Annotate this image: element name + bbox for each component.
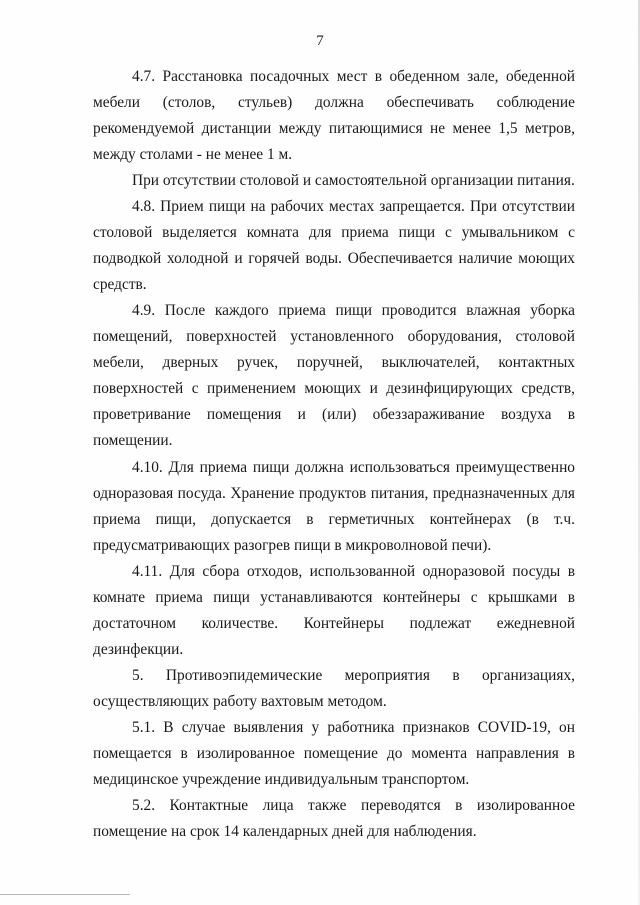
paragraph-4-10: 4.10. Для приема пищи должна использоваться преимущественно одноразовая посуда. Хранение продуктов питания, предназначенных для приема пищи, допускается в герметичных контейнерах (в т.ч. предусматривающих разогрев пищи в микроволновой печи).: [93, 459, 575, 554]
page-number: 7: [316, 33, 324, 49]
paragraph-4-11: 4.11. Для сбора отходов, использованной одноразовой посуды в комнате приема пищи устанавливаются контейнеры с крышками в достаточном количестве. Контейнеры подлежат ежедневной дезинфекции.: [93, 563, 575, 658]
paragraph-4-7: 4.7. Расстановка посадочных мест в обеденном зале, обеденной мебели (столов, стульев) должна обеспечивать соблюдение рекомендуемой дистанции между питающимися не менее 1,5 метров, между столами - не менее 1 м.: [93, 68, 575, 163]
paragraph-5-1: 5.1. В случае выявления у работника признаков COVID-19, он помещается в изолированное помещение до момента направления в медицинское учреждение индивидуальным транспортом.: [93, 719, 575, 788]
paragraph-no-canteen: При отсутствии столовой и самостоятельной организации питания.: [132, 172, 575, 189]
paragraph-4-9: 4.9. После каждого приема пищи проводится влажная уборка помещений, поверхностей установленного оборудования, столовой мебели, дверных ручек, поручней, выключателей, контактных поверхностей с применением моющих и дезинфицирующих средств, проветривание помещения и (или) обеззараживание воздуха в помещении.: [93, 302, 575, 449]
footer-rule: [0, 894, 130, 895]
paragraph-4-8: 4.8. Прием пищи на рабочих местах запрещается. При отсутствии столовой выделяется комната для приема пищи с умывальником с подводкой холодной и горячей воды. Обеспечивается наличие моющих средств.: [93, 198, 575, 293]
paragraph-5-2: 5.2. Контактные лица также переводятся в изолированное помещение на срок 14 календарных дней для наблюдения.: [93, 797, 575, 840]
section-heading-5: 5. Противоэпидемические мероприятия в организациях, осуществляющих работу вахтовым методом.: [93, 667, 575, 710]
